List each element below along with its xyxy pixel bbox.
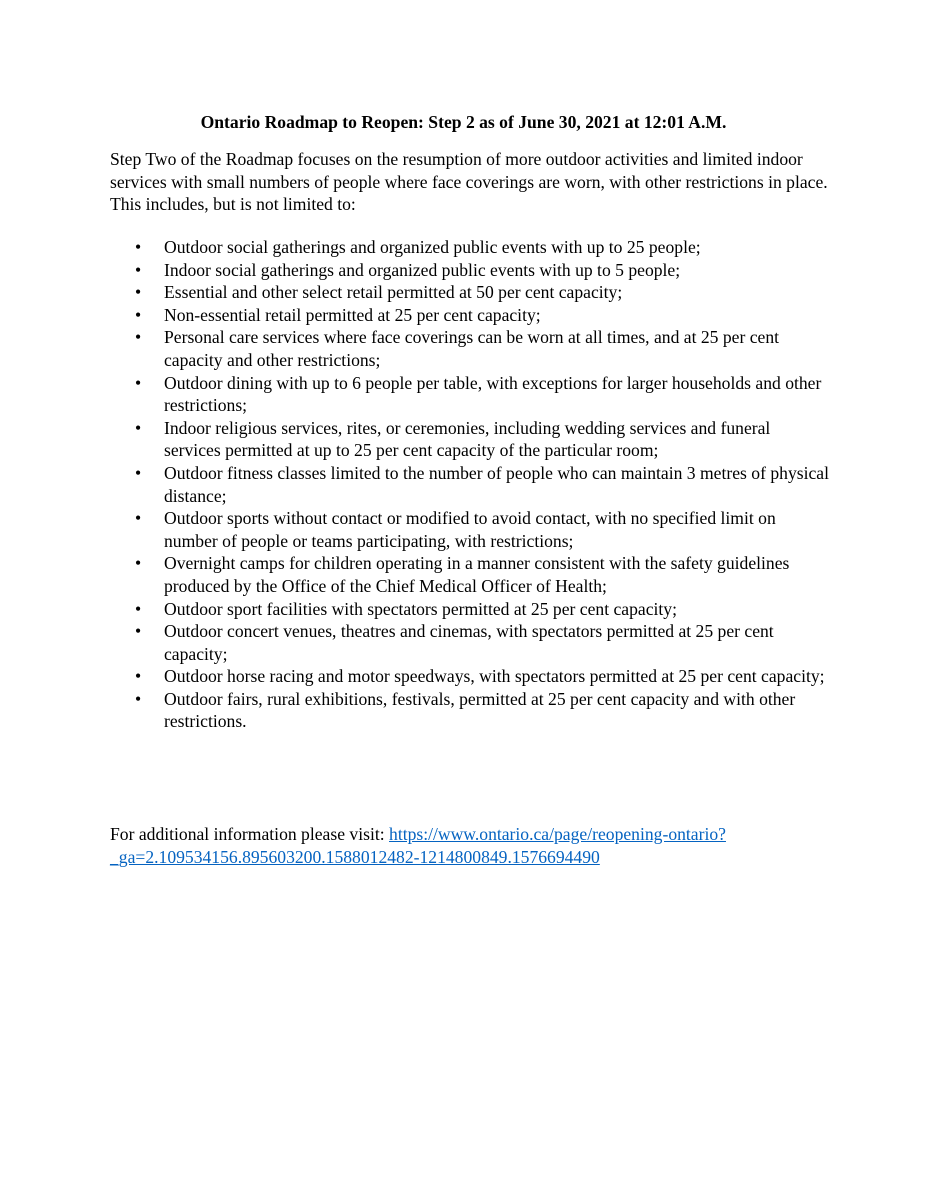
restrictions-list [110,236,830,733]
list-item-text: Outdoor sport facilities with spectators permitted at 25 per cent capacity; [164,598,677,619]
list-item-text: Outdoor horse racing and motor speedways, with spectators permitted at 25 per cent capacity; [164,666,825,687]
list-item-text: Outdoor fitness classes limited to the number of people who can maintain 3 metres of physical distance; [164,462,829,506]
additional-info-prefix: For additional information please visit: [110,824,390,844]
document-title: Ontario Roadmap to Reopen: Step 2 as of June 30, 2021 at 12:01 A.M. [200,112,727,132]
list-item-text: Indoor religious services, rites, or ceremonies, including wedding services and funeral services permitted at up to 25 per cent capacity of the particular room; [164,417,771,461]
bullet-icon: • [135,304,142,325]
bullet-icon: • [135,666,142,687]
bullet-icon: • [135,462,142,483]
bullet-icon: • [135,372,142,393]
list-item [110,552,830,597]
list-item [110,372,830,417]
bullet-icon: • [135,237,142,257]
bullet-icon: • [135,621,142,642]
list-item [110,304,830,327]
bullet-icon: • [135,327,142,348]
bullet-icon: • [135,282,142,303]
list-item [110,688,830,733]
list-item-text: Personal care services where face coverings can be worn at all times, and at 25 per cent capacity and other restrictions; [164,327,780,370]
list-item-text: Outdoor dining with up to 6 people per table, with exceptions for larger households and other restrictions; [164,372,822,416]
list-item-text: Indoor social gatherings and organized public events with up to 5 people; [164,259,681,280]
list-item-text: Outdoor social gatherings and organized public events with up to 25 people; [164,237,701,257]
list-item [110,462,830,507]
list-item [110,281,830,304]
list-item [110,620,830,665]
bullet-icon: • [135,688,142,709]
list-item [110,665,830,688]
list-item [110,326,830,371]
bullet-icon: • [135,259,142,280]
bullet-icon: • [135,417,142,438]
bullet-icon: • [135,508,142,529]
list-item [110,598,830,621]
list-item-text: Overnight camps for children operating in a manner consistent with the safety guidelines produced by the Office of the Chief Medical Officer of Health; [164,553,790,596]
bullet-icon: • [135,553,142,574]
list-item [110,236,830,259]
list-item-text: Essential and other select retail permitted at 50 per cent capacity; [164,282,623,303]
list-item-text: Non-essential retail permitted at 25 per cent capacity; [164,304,541,325]
list-item [110,259,830,282]
reopening-ontario-link[interactable]: https://www.ontario.ca/page/reopening-ontario?_ga=2.109534156.895603200.1588012482-1214800849.1576694490 [110,824,726,867]
intro-paragraph: Step Two of the Roadmap focuses on the resumption of more outdoor activities and limited indoor services with small numbers of people where face coverings are worn, with other restrictions in place. This includes, but is not limited to: [110,149,828,214]
list-item-text: Outdoor fairs, rural exhibitions, festivals, permitted at 25 per cent capacity and with other restrictions. [164,688,796,732]
list-item [110,417,830,462]
bullet-icon: • [135,598,142,619]
additional-info-paragraph [110,823,830,868]
list-item-text: Outdoor sports without contact or modified to avoid contact, with no specified limit on number of people or teams participating, with restrictions; [164,508,776,551]
list-item-text: Outdoor concert venues, theatres and cinemas, with spectators permitted at 25 per cent capacity; [164,621,774,664]
list-item [110,507,830,552]
